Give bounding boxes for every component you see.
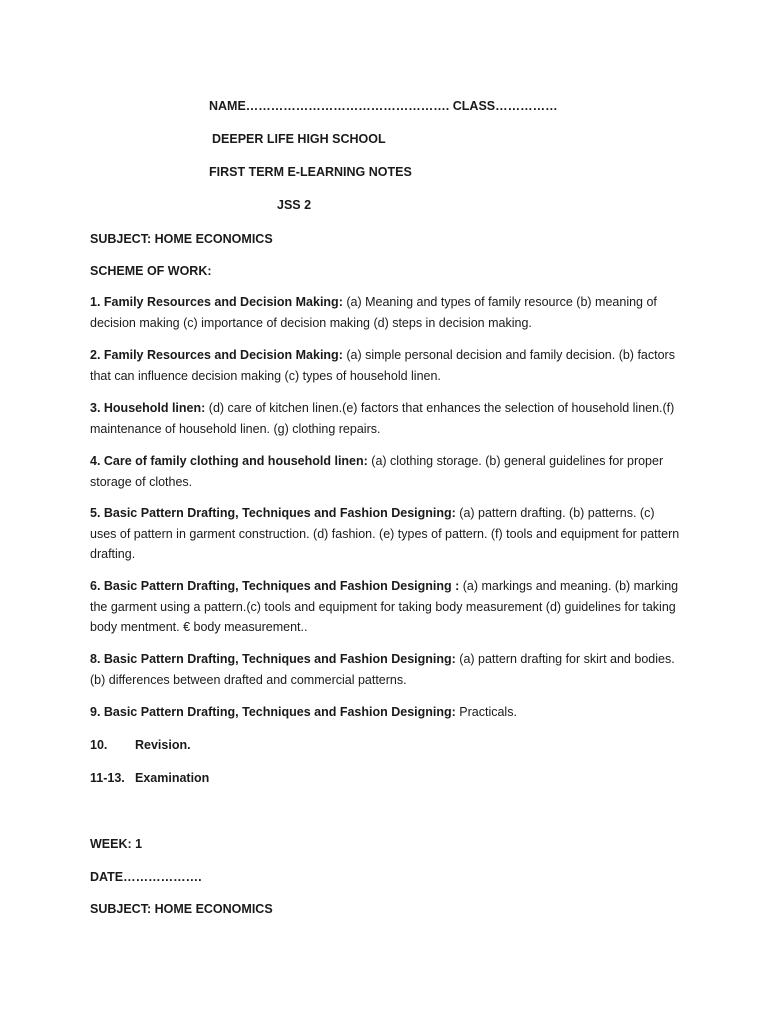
scheme-item-8 [90, 649, 680, 690]
scheme-item-number: 11-13. [90, 771, 125, 785]
scheme-item-text: (a) Meaning and types of family resource (b) meaning of decision making (c) importance of decision making (d) steps in decision making. [90, 295, 657, 330]
scheme-item-6 [90, 576, 680, 638]
class-level: JSS 2 [277, 198, 312, 212]
scheme-item-text: (a) pattern drafting. (b) patterns. (c) uses of pattern in garment construction. (d) fashion. (e) types of pattern. (f) tools and equipment for pattern drafting. [90, 506, 680, 561]
scheme-item-3 [90, 398, 680, 439]
scheme-item-9 [90, 702, 680, 723]
scheme-item-title: 9. Basic Pattern Drafting, Techniques and Fashion Designing: [90, 705, 456, 719]
week-subject-label: SUBJECT: HOME ECONOMICS [90, 902, 273, 916]
scheme-item-1 [90, 292, 680, 333]
name-class-line [209, 96, 768, 116]
scheme-item-number: 10. [90, 738, 108, 752]
notes-title: FIRST TERM E-LEARNING NOTES [209, 165, 412, 179]
scheme-item-text: (a) pattern drafting for skirt and bodies. (b) differences between drafted and commercial patterns. [90, 652, 675, 687]
scheme-item-title: 2. Family Resources and Decision Making: [90, 348, 343, 362]
date-label: DATE………………. [90, 870, 202, 884]
scheme-item-5 [90, 503, 680, 565]
scheme-item-title: 4. Care of family clothing and household linen: [90, 454, 368, 468]
scheme-item-11-13 [90, 768, 680, 788]
school-name: DEEPER LIFE HIGH SCHOOL [212, 132, 386, 146]
scheme-item-title: 8. Basic Pattern Drafting, Techniques and Fashion Designing: [90, 652, 456, 666]
scheme-item-text: (a) markings and meaning. (b) marking the garment using a pattern.(c) tools and equipment for taking body measurement (d) guidelines for taking body mentment. € body measurement.. [90, 579, 679, 634]
scheme-item-4 [90, 451, 680, 492]
scheme-item-title: 5. Basic Pattern Drafting, Techniques and Fashion Designing: [90, 506, 456, 520]
scheme-item-10 [90, 735, 680, 755]
scheme-item-text: (d) care of kitchen linen.(e) factors that enhances the selection of household linen.(f) maintenance of household linen. (g) clothing repairs. [90, 401, 675, 436]
week-label: WEEK: 1 [90, 837, 143, 851]
scheme-item-2 [90, 345, 680, 386]
class-field-label: CLASS…………… [452, 99, 558, 113]
name-field-label: NAME…………………………………………. [209, 99, 450, 113]
scheme-item-title: Examination [135, 771, 210, 785]
scheme-item-text: Practicals. [459, 705, 517, 719]
scheme-item-title: 1. Family Resources and Decision Making: [90, 295, 343, 309]
scheme-item-text: (a) clothing storage. (b) general guidelines for proper storage of clothes. [90, 454, 664, 489]
scheme-of-work-heading: SCHEME OF WORK: [90, 264, 212, 278]
scheme-item-text: (a) simple personal decision and family decision. (b) factors that can influence decision making (c) types of household linen. [90, 348, 675, 383]
scheme-item-title: 6. Basic Pattern Drafting, Techniques and Fashion Designing : [90, 579, 460, 593]
scheme-item-title: Revision. [135, 738, 191, 752]
subject-heading: SUBJECT: HOME ECONOMICS [90, 232, 273, 246]
scheme-item-title: 3. Household linen: [90, 401, 206, 415]
